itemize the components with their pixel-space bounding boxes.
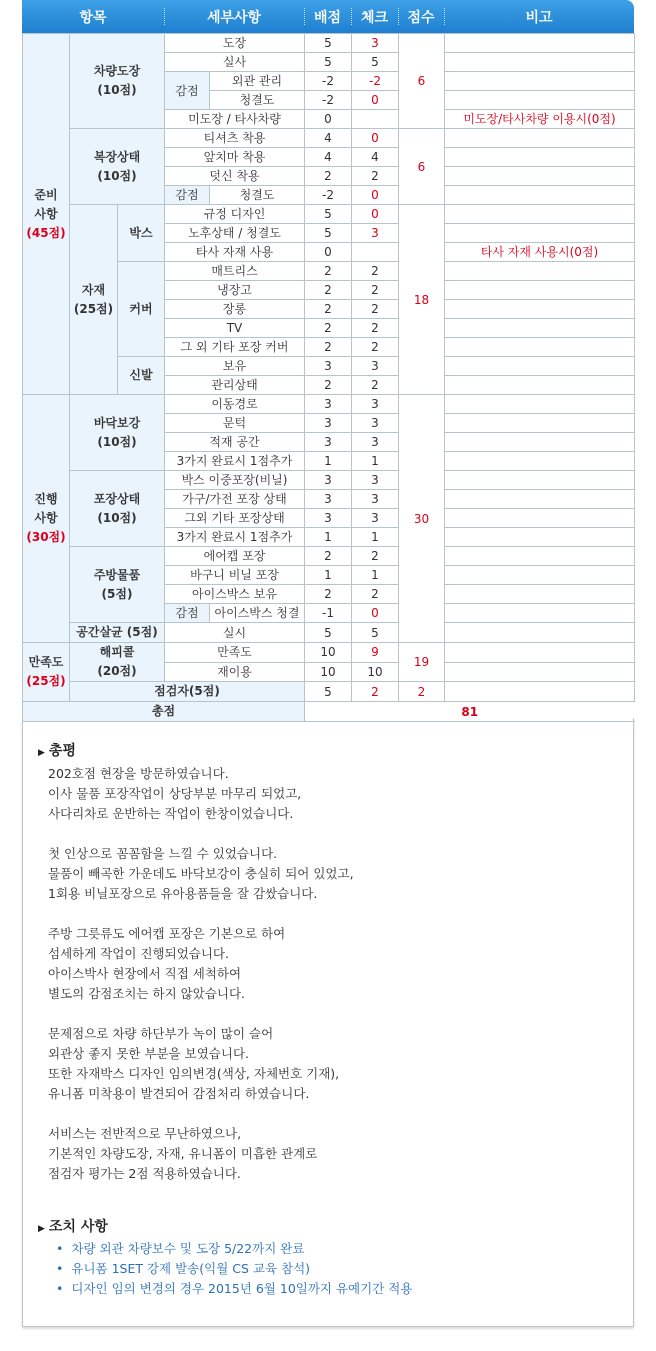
points-cell: 3 (305, 414, 352, 433)
score-cell: 30 (399, 395, 445, 643)
check-cell (352, 243, 399, 262)
detail-cell: 타사 자재 사용 (165, 243, 305, 262)
check-cell: 2 (352, 338, 399, 357)
sub-item-cell: 박스 (118, 205, 165, 262)
note-cell (445, 547, 635, 566)
note-cell (445, 585, 635, 604)
check-cell: 2 (352, 585, 399, 604)
check-cell: 0 (352, 205, 399, 224)
detail-cell: 가구/가전 포장 상태 (165, 490, 305, 509)
points-cell: 1 (305, 452, 352, 471)
note-cell (445, 662, 635, 682)
action-item: • 차량 외관 차량보수 및 도장 5/22까지 완료 (56, 1239, 616, 1259)
summary-title: 총평 (48, 743, 76, 759)
check-cell: 9 (352, 643, 399, 663)
points-cell: 2 (305, 167, 352, 186)
summary-line: 별도의 감점조치는 하지 않았습니다. (48, 986, 246, 1001)
table-row (23, 129, 635, 148)
detail-cell: 앞치마 착용 (165, 148, 305, 167)
points-cell: 2 (305, 262, 352, 281)
points-cell: 3 (305, 471, 352, 490)
summary-line: 외관상 좋지 못한 부분을 보였습니다. (48, 1046, 249, 1061)
points-cell: 2 (305, 547, 352, 566)
summary-line: 서비스는 전반적으로 무난하였으나, (48, 1126, 242, 1141)
subcategory-cell: 바닥보강 (10점) (70, 395, 165, 471)
check-cell: 3 (352, 224, 399, 243)
action-item: • 디자인 임의 변경의 경우 2015년 6월 10일까지 유예기간 적용 (56, 1279, 616, 1299)
note-cell (445, 471, 635, 490)
category-cell: 준비 사항 (45점) (23, 34, 70, 395)
header-note: 비고 (444, 0, 634, 33)
note-cell (445, 186, 635, 205)
note-cell (445, 129, 635, 148)
score-cell: 6 (399, 34, 445, 129)
check-cell: 10 (352, 662, 399, 682)
header-points: 배점 (304, 0, 351, 33)
points-cell: 2 (305, 376, 352, 395)
summary-heading (38, 740, 76, 760)
check-cell: 2 (352, 682, 399, 702)
category-cell: 진행 사항 (30점) (23, 395, 70, 643)
check-cell: 0 (352, 91, 399, 110)
total-label: 총점 (23, 702, 305, 722)
actions-list (56, 1239, 616, 1299)
score-cell: 2 (399, 682, 445, 702)
summary-line: 유니폼 미착용이 발견되어 감점처리 하였습니다. (48, 1086, 310, 1101)
sub-item-cell: 신발 (118, 357, 165, 395)
check-cell: 0 (352, 129, 399, 148)
note-cell: 미도장/타사차량 이용시(0점) (445, 110, 635, 129)
actions-heading (38, 1216, 108, 1236)
points-cell: 5 (305, 623, 352, 643)
points-cell: 2 (305, 300, 352, 319)
summary-line: 또한 자재박스 디자인 임의변경(색상, 자체번호 기재), (48, 1066, 340, 1081)
table-row (23, 643, 635, 663)
subcategory-cell: 주방물품 (5점) (70, 547, 165, 623)
check-cell: 1 (352, 528, 399, 547)
detail-cell: 미도장 / 타사차량 (165, 110, 305, 129)
check-cell: 2 (352, 281, 399, 300)
note-cell (445, 167, 635, 186)
detail-cell: 외관 관리 (210, 72, 305, 91)
summary-line: 기본적인 차량도장, 자재, 유니폼이 미흡한 관계로 (48, 1146, 318, 1161)
detail-cell: 실시 (165, 623, 305, 643)
detail-cell: 이동경로 (165, 395, 305, 414)
note-cell (445, 281, 635, 300)
detail-cell: 덧신 착용 (165, 167, 305, 186)
summary-line: 섬세하게 작업이 진행되었습니다. (48, 946, 229, 961)
table-row (23, 205, 635, 224)
detail-cell: 보유 (165, 357, 305, 376)
note-cell (445, 509, 635, 528)
detail-cell: 장롱 (165, 300, 305, 319)
points-cell: 5 (305, 53, 352, 72)
subcategory-cell: 자재 (25점) (70, 205, 118, 395)
check-cell: 2 (352, 319, 399, 338)
check-cell: 3 (352, 471, 399, 490)
score-cell: 19 (399, 643, 445, 682)
check-cell: 3 (352, 395, 399, 414)
detail-cell: 도장 (165, 34, 305, 53)
detail-cell: 실사 (165, 53, 305, 72)
detail-cell: 박스 이중포장(비닐) (165, 471, 305, 490)
note-cell (445, 338, 635, 357)
detail-cell: 만족도 (165, 643, 305, 663)
deduction-label: 감점 (165, 186, 210, 205)
check-cell: 3 (352, 414, 399, 433)
note-cell (445, 300, 635, 319)
points-cell: 1 (305, 528, 352, 547)
detail-cell: 매트리스 (165, 262, 305, 281)
points-cell: -2 (305, 186, 352, 205)
check-cell (352, 110, 399, 129)
points-cell: 3 (305, 395, 352, 414)
deduction-label: 감점 (165, 604, 210, 623)
action-item: • 유니폼 1SET 강제 발송(익월 CS 교육 참석) (56, 1259, 616, 1279)
table-row (23, 395, 635, 414)
note-cell: 타사 자재 사용시(0점) (445, 243, 635, 262)
detail-cell: 문턱 (165, 414, 305, 433)
points-cell: 5 (305, 34, 352, 53)
points-cell: 10 (305, 662, 352, 682)
points-cell: 10 (305, 643, 352, 663)
note-cell (445, 319, 635, 338)
points-cell: -1 (305, 604, 352, 623)
summary-line: 아이스박사 현장에서 직접 세척하여 (48, 966, 242, 981)
points-cell: 4 (305, 129, 352, 148)
note-cell (445, 357, 635, 376)
detail-cell: 노후상태 / 청결도 (165, 224, 305, 243)
check-cell: 2 (352, 547, 399, 566)
actions-title: 조치 사항 (48, 1219, 108, 1235)
note-cell (445, 91, 635, 110)
check-cell: 3 (352, 34, 399, 53)
detail-cell: 3가지 완료시 1점추가 (165, 528, 305, 547)
subcategory-cell: 공간살균 (5점) (70, 623, 165, 643)
sub-item-cell: 커버 (118, 262, 165, 357)
points-cell: 5 (305, 224, 352, 243)
note-cell (445, 72, 635, 91)
triangle-icon: ▶ (38, 748, 45, 758)
note-cell (445, 643, 635, 663)
note-cell (445, 623, 635, 643)
summary-line: 물품이 빼곡한 가운데도 바닥보강이 충실히 되어 있었고, (48, 866, 354, 881)
summary-line: 첫 인상으로 꼼꼼함을 느낄 수 있었습니다. (48, 846, 278, 861)
table-row (23, 682, 635, 702)
header-item: 항목 (79, 9, 107, 26)
check-cell: 0 (352, 604, 399, 623)
check-cell: 4 (352, 148, 399, 167)
summary-line: 202호점 현장을 방문하였습니다. (48, 766, 229, 781)
note-cell (445, 490, 635, 509)
check-cell: 2 (352, 300, 399, 319)
check-cell: -2 (352, 72, 399, 91)
note-cell (445, 262, 635, 281)
subcategory-cell: 복장상태 (10점) (70, 129, 165, 205)
subcategory-cell: 차량도장 (10점) (70, 34, 165, 129)
note-cell (445, 433, 635, 452)
points-cell: 3 (305, 490, 352, 509)
points-cell: 0 (305, 243, 352, 262)
detail-cell: 청결도 (210, 91, 305, 110)
note-cell (445, 566, 635, 585)
detail-cell: 청결도 (210, 186, 305, 205)
score-table (22, 33, 635, 702)
summary-line: 주방 그릇류도 에어캡 포장은 기본으로 하여 (48, 926, 286, 941)
header-detail: 세부사항 (164, 0, 304, 33)
points-cell: 1 (305, 566, 352, 585)
note-cell (445, 376, 635, 395)
detail-cell: 에어캡 포장 (165, 547, 305, 566)
points-cell: -2 (305, 91, 352, 110)
points-cell: 2 (305, 338, 352, 357)
check-cell: 3 (352, 509, 399, 528)
detail-cell: 아이스박스 청결 (210, 604, 305, 623)
points-cell: 0 (305, 110, 352, 129)
summary-line: 1회용 비닐포장으로 유아용품들을 잘 감쌌습니다. (48, 886, 318, 901)
note-cell (445, 682, 635, 702)
points-cell: 3 (305, 509, 352, 528)
detail-cell: 3가지 완료시 1점추가 (165, 452, 305, 471)
detail-cell: 티셔츠 착용 (165, 129, 305, 148)
points-cell: 2 (305, 281, 352, 300)
check-cell: 0 (352, 186, 399, 205)
note-cell (445, 395, 635, 414)
points-cell: 2 (305, 319, 352, 338)
points-cell: -2 (305, 72, 352, 91)
points-cell: 4 (305, 148, 352, 167)
check-cell: 3 (352, 433, 399, 452)
summary-line: 점검자 평가는 2점 적용하였습니다. (48, 1166, 241, 1181)
detail-cell: 재이용 (165, 662, 305, 682)
subcategory-cell: 해피콜 (20점) (70, 643, 165, 682)
subcategory-cell: 포장상태 (10점) (70, 471, 165, 547)
check-cell: 5 (352, 53, 399, 72)
note-cell (445, 528, 635, 547)
detail-cell: 그 외 기타 포장 커버 (165, 338, 305, 357)
note-cell (445, 34, 635, 53)
check-cell: 3 (352, 357, 399, 376)
table-header (22, 0, 634, 33)
check-cell: 5 (352, 623, 399, 643)
deduction-label: 감점 (165, 72, 210, 110)
points-cell: 2 (305, 585, 352, 604)
summary-line: 사다리차로 운반하는 작업이 한창이었습니다. (48, 806, 294, 821)
note-cell (445, 414, 635, 433)
note-cell (445, 205, 635, 224)
detail-cell: 관리상태 (165, 376, 305, 395)
check-cell: 1 (352, 452, 399, 471)
points-cell: 3 (305, 433, 352, 452)
summary-text (48, 764, 608, 1184)
note-cell (445, 53, 635, 72)
table-row (23, 34, 635, 53)
header-score: 점수 (398, 0, 444, 33)
points-cell: 3 (305, 357, 352, 376)
table-row (23, 623, 635, 643)
points-cell: 5 (305, 682, 352, 702)
note-cell (445, 224, 635, 243)
note-cell (445, 148, 635, 167)
summary-line: 문제점으로 차량 하단부가 녹이 많이 슬어 (48, 1026, 274, 1041)
check-cell: 1 (352, 566, 399, 585)
subcategory-cell: 점검자(5점) (70, 682, 305, 702)
check-cell: 2 (352, 167, 399, 186)
detail-cell: TV (165, 319, 305, 338)
check-cell: 2 (352, 262, 399, 281)
score-cell: 6 (399, 129, 445, 205)
summary-line: 이사 물품 포장작업이 상당부분 마무리 되었고, (48, 786, 302, 801)
evaluation-sheet (22, 0, 634, 722)
note-cell (445, 604, 635, 623)
triangle-icon: ▶ (38, 1224, 45, 1234)
detail-cell: 규정 디자인 (165, 205, 305, 224)
detail-cell: 그외 기타 포장상태 (165, 509, 305, 528)
table-row (23, 471, 635, 490)
note-cell (445, 452, 635, 471)
table-row (23, 547, 635, 566)
detail-cell: 바구니 비닐 포장 (165, 566, 305, 585)
check-cell: 3 (352, 490, 399, 509)
detail-cell: 냉장고 (165, 281, 305, 300)
points-cell: 5 (305, 205, 352, 224)
detail-cell: 아이스박스 보유 (165, 585, 305, 604)
category-cell: 만족도 (25점) (23, 643, 70, 702)
check-cell: 2 (352, 376, 399, 395)
detail-cell: 적재 공간 (165, 433, 305, 452)
score-cell: 18 (399, 205, 445, 395)
total-value: 81 (305, 702, 635, 722)
header-check: 체크 (351, 0, 398, 33)
